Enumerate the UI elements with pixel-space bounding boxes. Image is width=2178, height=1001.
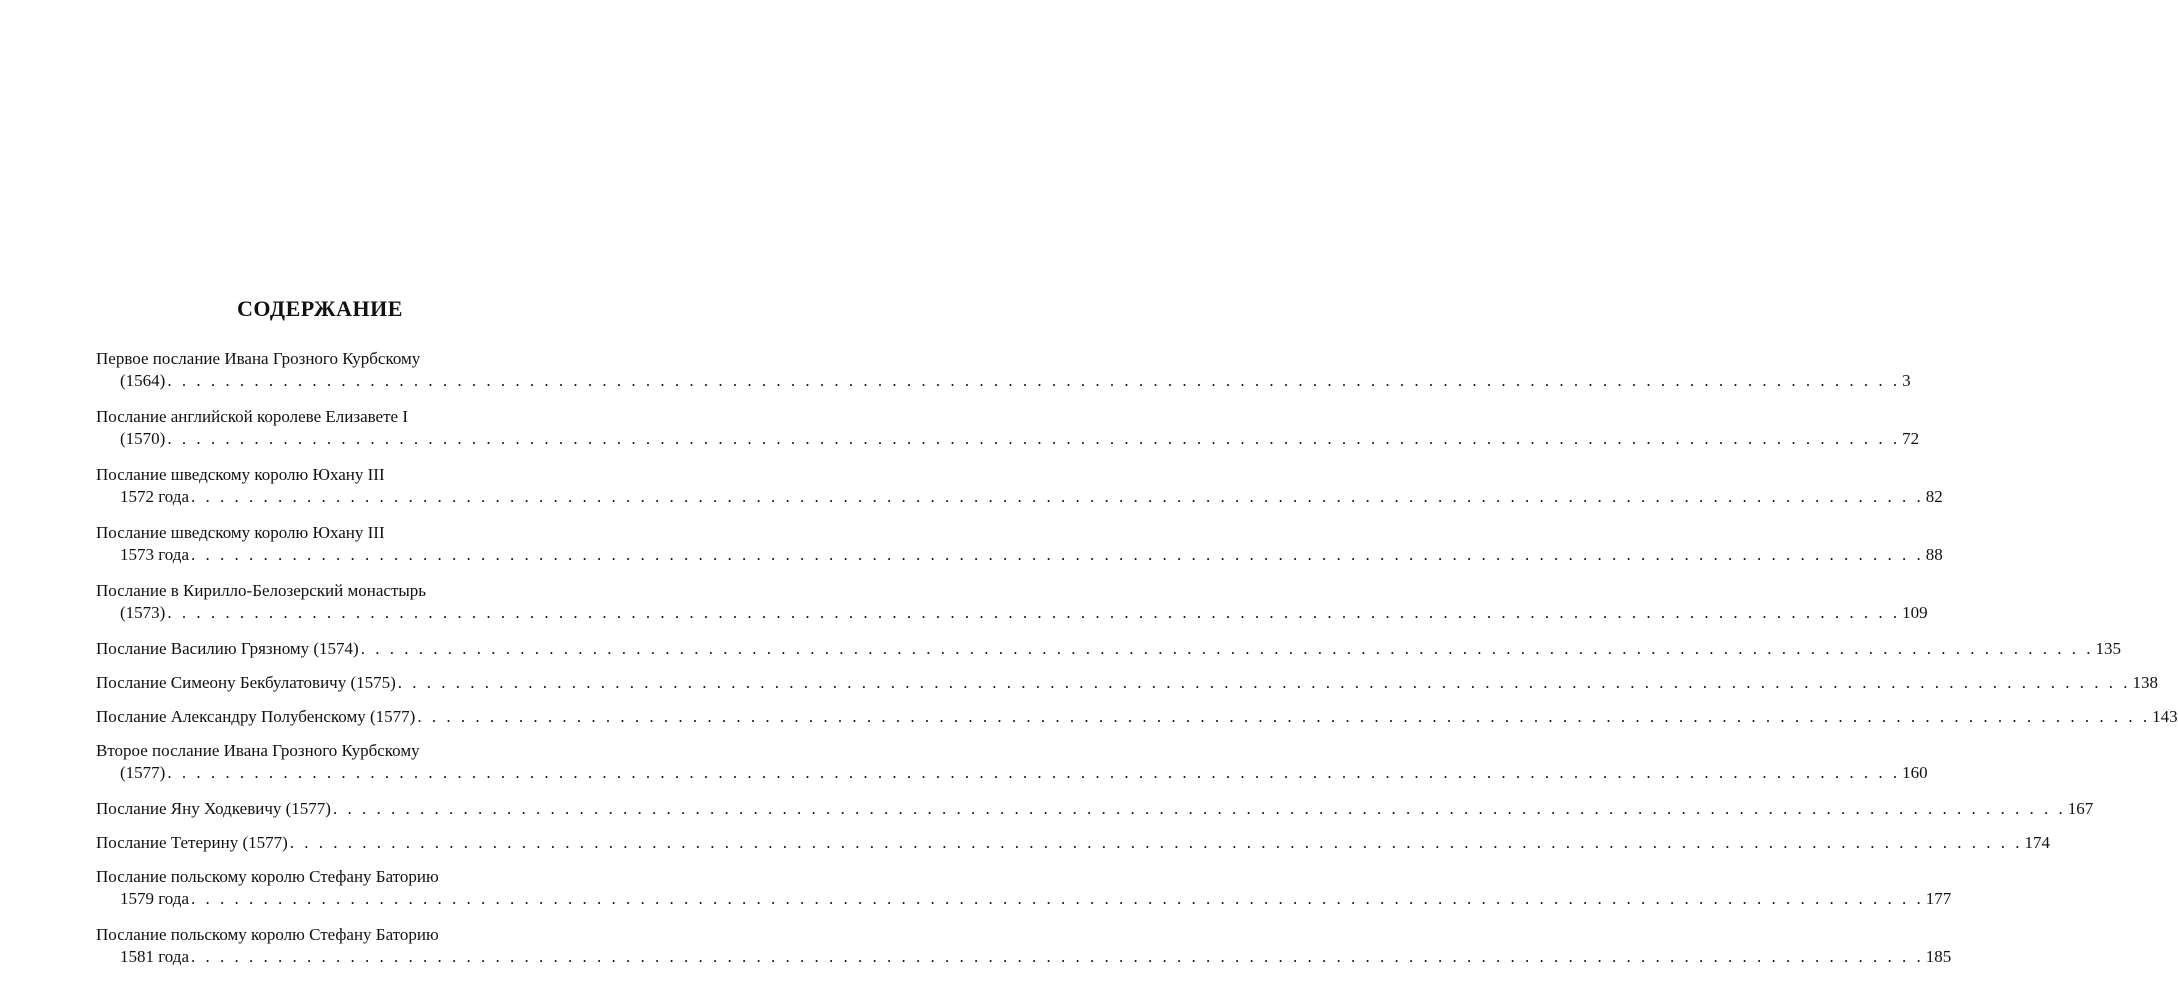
toc-entry-text: (1570) xyxy=(120,429,166,448)
toc-entry-line xyxy=(96,370,1911,392)
toc-entry-text: Послание польскому королю Стефану Баторию xyxy=(96,867,439,886)
toc-page-number: 185 xyxy=(1925,947,1952,966)
toc-entry-text: 1579 года xyxy=(120,889,190,908)
toc-page-number: 167 xyxy=(2067,799,2094,818)
toc-entry-line xyxy=(96,866,552,888)
dot-leader: . . . . . . . . . . . . . . . . . . . . . . . . . . . . . . . . . . . . . . . . . . . . . . . . . . . . . . . . . . . . . . . . . . . . . . . . . . . . . . . . . . . . . . . . . . . . . . . . . . . . . . . . . . . . . . . . . . . . . . . . xyxy=(191,889,1924,908)
toc-entry-line xyxy=(96,888,1952,910)
toc-entry-line xyxy=(96,798,2094,820)
toc-entry-line xyxy=(96,672,2159,694)
toc-entry-line xyxy=(96,348,552,370)
dot-leader: . . . . . . . . . . . . . . . . . . . . . . . . . . . . . . . . . . . . . . . . . . . . . . . . . . . . . . . . . . . . . . . . . . . . . . . . . . . . . . . . . . . . . . . . . . . . . . . . . . . . . . . . . . . . . . . . . . . . . . . . xyxy=(417,707,2151,726)
toc-entry-text: Послание Яну Ходкевичу (1577) xyxy=(96,799,331,818)
toc-entry-line xyxy=(96,602,1928,624)
toc-entry-text: (1564) xyxy=(120,371,166,390)
toc-page-number: 109 xyxy=(1902,603,1928,622)
toc-entry-text: 1572 года xyxy=(120,487,190,506)
toc-entry-line xyxy=(96,406,552,428)
toc-entry xyxy=(96,638,2121,660)
toc-entry-line xyxy=(96,740,552,762)
dot-leader: . . . . . . . . . . . . . . . . . . . . . . . . . . . . . . . . . . . . . . . . . . . . . . . . . . . . . . . . . . . . . . . . . . . . . . . . . . . . . . . . . . . . . . . . . . . . . . . . . . . . . . . . . . . . . . . . . . . . . . . . xyxy=(167,429,1901,448)
dot-leader: . . . . . . . . . . . . . . . . . . . . . . . . . . . . . . . . . . . . . . . . . . . . . . . . . . . . . . . . . . . . . . . . . . . . . . . . . . . . . . . . . . . . . . . . . . . . . . . . . . . . . . . . . . . . . . . . . . . . . . . . xyxy=(360,639,2094,658)
toc-entry-text: Послание Александру Полубенскому (1577) xyxy=(96,707,416,726)
toc-entry-text: Послание шведскому королю Юхану III xyxy=(96,465,385,484)
toc-page-number: 72 xyxy=(1902,429,1920,448)
toc-entry-text: Первое послание Ивана Грозного Курбскому xyxy=(96,349,421,368)
toc-entry xyxy=(96,706,2178,728)
dot-leader: . . . . . . . . . . . . . . . . . . . . . . . . . . . . . . . . . . . . . . . . . . . . . . . . . . . . . . . . . . . . . . . . . . . . . . . . . . . . . . . . . . . . . . . . . . . . . . . . . . . . . . . . . . . . . . . . . . . . . . . . xyxy=(332,799,2066,818)
toc-entry-text: 1581 года xyxy=(120,947,190,966)
toc-page-number: 3 xyxy=(1902,371,1911,390)
toc-page-number: 143 xyxy=(2152,707,2178,726)
toc-entry xyxy=(96,580,1928,624)
toc-entry-line xyxy=(96,428,1920,450)
toc-page-number: 135 xyxy=(2095,639,2121,658)
dot-leader: . . . . . . . . . . . . . . . . . . . . . . . . . . . . . . . . . . . . . . . . . . . . . . . . . . . . . . . . . . . . . . . . . . . . . . . . . . . . . . . . . . . . . . . . . . . . . . . . . . . . . . . . . . . . . . . . . . . . . . . . xyxy=(167,603,1901,622)
toc-entry-text: Послание Симеону Бекбулатовичу (1575) xyxy=(96,673,396,692)
dot-leader: . . . . . . . . . . . . . . . . . . . . . . . . . . . . . . . . . . . . . . . . . . . . . . . . . . . . . . . . . . . . . . . . . . . . . . . . . . . . . . . . . . . . . . . . . . . . . . . . . . . . . . . . . . . . . . . . . . . . . . . . xyxy=(191,487,1924,506)
toc-title: СОДЕРЖАНИЕ xyxy=(237,296,403,321)
toc-entry-line xyxy=(96,762,1928,784)
toc-entry xyxy=(96,348,1911,392)
toc-entry-line xyxy=(96,638,2121,660)
toc-entry xyxy=(96,740,1928,784)
toc-entry xyxy=(96,832,2051,854)
toc-entry-text: Послание шведскому королю Юхану III xyxy=(96,523,385,542)
toc-page-number: 177 xyxy=(1925,889,1952,908)
toc-entry-line xyxy=(96,946,1952,968)
toc-entry-line xyxy=(96,580,552,602)
toc-entry-text: Послание в Кирилло-Белозерский монастырь xyxy=(96,581,427,600)
dot-leader: . . . . . . . . . . . . . . . . . . . . . . . . . . . . . . . . . . . . . . . . . . . . . . . . . . . . . . . . . . . . . . . . . . . . . . . . . . . . . . . . . . . . . . . . . . . . . . . . . . . . . . . . . . . . . . . . . . . . . . . . xyxy=(191,947,1924,966)
toc-page-number: 82 xyxy=(1925,487,1943,506)
toc-page-number: 138 xyxy=(2132,673,2159,692)
toc-entry-text: Послание Василию Грязному (1574) xyxy=(96,639,359,658)
toc-entry-line xyxy=(96,706,2178,728)
toc-entry-text: 1573 года xyxy=(120,545,190,564)
toc-entry xyxy=(96,464,1943,508)
dot-leader: . . . . . . . . . . . . . . . . . . . . . . . . . . . . . . . . . . . . . . . . . . . . . . . . . . . . . . . . . . . . . . . . . . . . . . . . . . . . . . . . . . . . . . . . . . . . . . . . . . . . . . . . . . . . . . . . . . . . . . . . xyxy=(397,673,2131,692)
dot-leader: . . . . . . . . . . . . . . . . . . . . . . . . . . . . . . . . . . . . . . . . . . . . . . . . . . . . . . . . . . . . . . . . . . . . . . . . . . . . . . . . . . . . . . . . . . . . . . . . . . . . . . . . . . . . . . . . . . . . . . . . xyxy=(167,371,1901,390)
toc-entry-text: Второе послание Ивана Грозного Курбскому xyxy=(96,741,420,760)
dot-leader: . . . . . . . . . . . . . . . . . . . . . . . . . . . . . . . . . . . . . . . . . . . . . . . . . . . . . . . . . . . . . . . . . . . . . . . . . . . . . . . . . . . . . . . . . . . . . . . . . . . . . . . . . . . . . . . . . . . . . . . . xyxy=(289,833,2023,852)
toc-entry-text: (1573) xyxy=(120,603,166,622)
toc-entry-text: Послание польскому королю Стефану Баторию xyxy=(96,925,439,944)
dot-leader: . . . . . . . . . . . . . . . . . . . . . . . . . . . . . . . . . . . . . . . . . . . . . . . . . . . . . . . . . . . . . . . . . . . . . . . . . . . . . . . . . . . . . . . . . . . . . . . . . . . . . . . . . . . . . . . . . . . . . . . . xyxy=(167,763,1901,782)
toc-entry-line xyxy=(96,924,552,946)
toc-list xyxy=(96,348,2178,982)
toc-entry xyxy=(96,924,1952,968)
toc-entry xyxy=(96,798,2094,820)
toc-page-number: 174 xyxy=(2024,833,2051,852)
toc-entry-line xyxy=(96,522,552,544)
toc-entry-text: (1577) xyxy=(120,763,166,782)
toc-entry xyxy=(96,406,1920,450)
toc-entry-line xyxy=(96,486,1943,508)
toc-entry xyxy=(96,866,1952,910)
toc-entry-line xyxy=(96,832,2051,854)
toc-entry xyxy=(96,522,1943,566)
toc-entry-text: Послание Тетерину (1577) xyxy=(96,833,288,852)
toc-page-number: 160 xyxy=(1902,763,1928,782)
toc-entry-line xyxy=(96,464,552,486)
toc-page-number: 88 xyxy=(1925,545,1943,564)
toc-entry-text: Послание английской королеве Елизавете I xyxy=(96,407,408,426)
toc-entry-line xyxy=(96,544,1943,566)
toc-entry xyxy=(96,672,2159,694)
dot-leader: . . . . . . . . . . . . . . . . . . . . . . . . . . . . . . . . . . . . . . . . . . . . . . . . . . . . . . . . . . . . . . . . . . . . . . . . . . . . . . . . . . . . . . . . . . . . . . . . . . . . . . . . . . . . . . . . . . . . . . . . xyxy=(191,545,1924,564)
